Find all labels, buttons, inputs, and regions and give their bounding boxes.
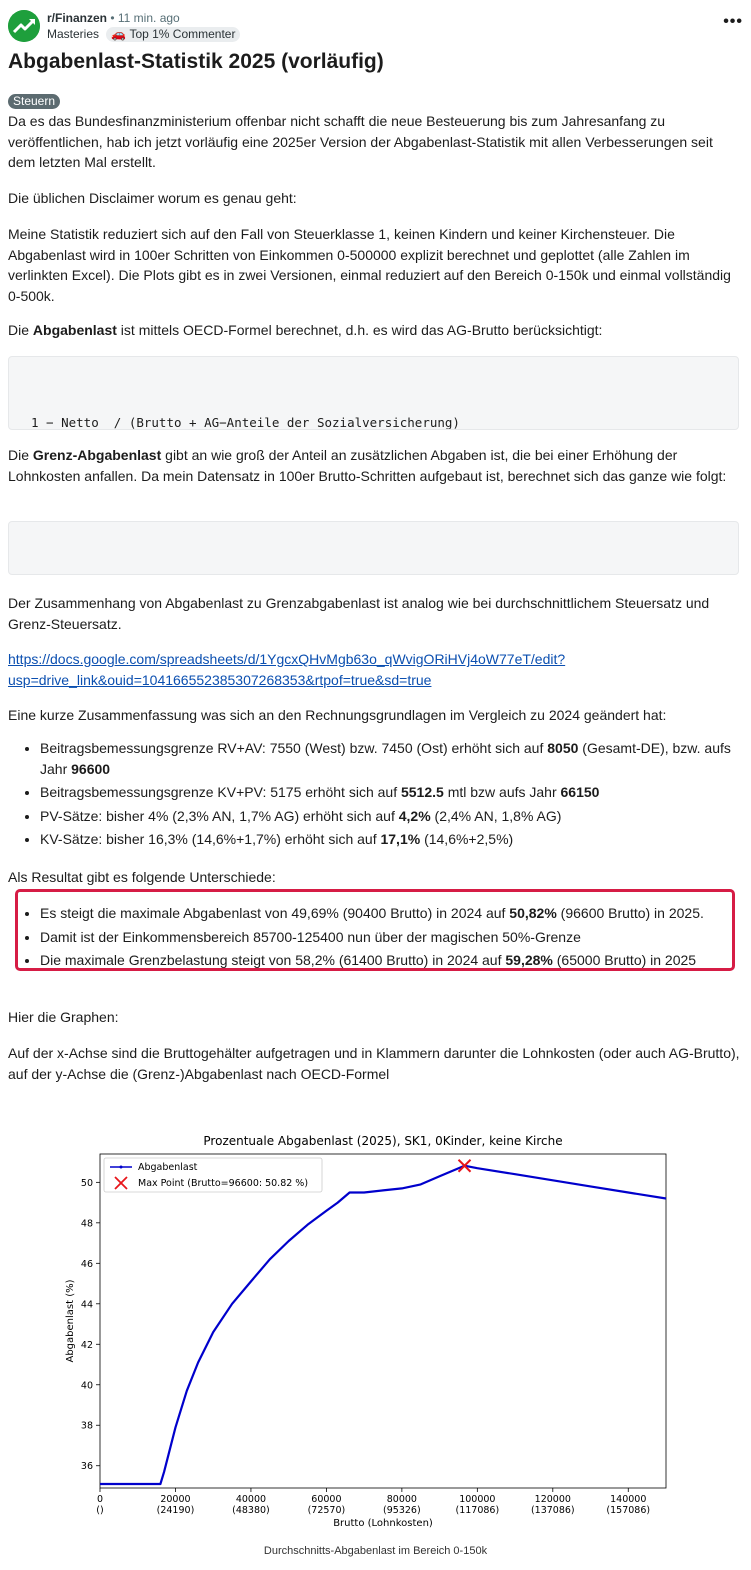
y-tick-label: 40 [80, 1380, 93, 1392]
text: mtl bzw aufs Jahr [443, 784, 561, 800]
paragraph-abgabenlast [8, 320, 743, 341]
subreddit-avatar[interactable] [8, 10, 40, 42]
text: Damit ist der Einkommensbereich 85700-125400 nun über der magischen 50%-Grenze [40, 928, 581, 945]
list-item [40, 738, 743, 779]
legend-label: Max Point (Brutto=96600: 50.82 %) [138, 1178, 309, 1189]
x-tick-sublabel: (48380) [232, 1505, 270, 1516]
x-tick-sublabel: () [96, 1505, 104, 1516]
text: Beitragsbemessungsgrenze RV+AV: 7550 (West) bzw. 7450 (Ost) erhöht sich auf [40, 740, 548, 756]
paragraph-grenz [8, 445, 743, 486]
x-tick-label: 140000 [610, 1494, 647, 1505]
y-axis-label: Abgabenlast (%) [65, 1279, 76, 1363]
text: PV-Sätze: bisher 4% (2,3% AN, 1,7% AG) erhöht sich auf [40, 807, 399, 824]
legend-dot-swatch [120, 1166, 123, 1169]
text: (Gesamt-DE), bzw. aufs Jahr [40, 740, 731, 777]
bold-term: Abgabenlast [32, 322, 117, 338]
legend-label: Abgabenlast [138, 1162, 198, 1173]
list-item [40, 782, 743, 803]
code-block-formula [8, 356, 739, 430]
chart-title: Prozentuale Abgabenlast (2025), SK1, 0Kinder, keine Kirche [203, 1134, 563, 1148]
text: (2,4% AN, 1,8% AG) [430, 807, 562, 824]
bold-value: 50,82% [509, 905, 557, 921]
y-tick-label: 48 [80, 1218, 93, 1230]
subreddit-name[interactable]: r/Finanzen [47, 11, 108, 25]
y-tick-label: 46 [80, 1258, 93, 1270]
code-block-grenz-formula[interactable] [8, 521, 739, 575]
text: Die [8, 447, 33, 463]
text: (65000 Brutto) in 2025 [552, 952, 697, 968]
y-tick-label: 42 [80, 1339, 93, 1351]
x-axis-label: Brutto (Lohnkosten) [333, 1518, 433, 1529]
x-tick-sublabel: (137086) [530, 1505, 575, 1516]
text: (96600 Brutto) in 2025. [556, 905, 704, 921]
list-item [40, 829, 743, 850]
paragraph-scope: Meine Statistik reduziert sich auf den Fall von Steuerklasse 1, keinen Kindern und keiner Kirchensteuer. Die Abgabenlast wird in 100er Schritten von Einkommen 0-500000 explizit berechnet und geplottet (alle Zahlen im verlinkten Excel). Die Plots gibt es in zwei Versionen, einmal reduziert auf den Bereich 0-150k und einmal vollständig 0-500k. [8, 226, 731, 304]
paragraph-axes: Auf der x-Achse sind die Bruttogehälter aufgetragen und in Klammern darunter die Lohnkosten (oder auch AG-Brutto), auf der y-Achse die (Grenz-)Abgabenlast nach OECD-Formel [8, 1045, 740, 1082]
y-tick-label: 50 [80, 1177, 93, 1189]
bold-term: Grenz-Abgabenlast [32, 447, 162, 463]
user-flair [106, 27, 240, 42]
paragraph-graphen: Hier die Graphen: [8, 1009, 119, 1025]
x-tick-label: 60000 [311, 1494, 342, 1505]
x-tick-sublabel: (24190) [156, 1505, 195, 1516]
bold-value: 4,2% [398, 807, 431, 824]
bold-value: 17,1% [380, 831, 421, 847]
text: Beitragsbemessungsgrenze KV+PV: 5175 erhöht sich auf [40, 784, 401, 800]
chart-caption: Durchschnitts-Abgabenlast im Bereich 0-150k [263, 1545, 488, 1557]
more-options-button[interactable]: ••• [723, 13, 743, 30]
changes-list [8, 738, 743, 853]
x-tick-sublabel: (157086) [606, 1505, 651, 1516]
text: Es steigt die maximale Abgabenlast von 49,69% (90400 Brutto) in 2024 auf [40, 905, 510, 921]
paragraph-summary: Eine kurze Zusammenfassung was sich an den Rechnungsgrundlagen im Vergleich zu 2024 geändert hat: [8, 707, 667, 723]
x-tick-sublabel: (72570) [307, 1505, 346, 1516]
x-tick-sublabel: (117086) [455, 1505, 500, 1516]
bold-value: 59,28% [505, 952, 553, 968]
paragraph-intro: Da es das Bundesfinanzministerium offenbar nicht schafft die neue Besteuerung bis zum Jahresanfang zu veröffentlichen, hab ich jetzt vorläufig eine 2025er Version der Abgabenlast-Statistik mit allen Verbesserungen seit dem letzten Mal erstellt. [8, 113, 713, 170]
car-icon: 🚗 [111, 27, 127, 41]
text: Die [8, 322, 33, 338]
text: Die maximale Grenzbelastung steigt von 58,2% (61400 Brutto) in 2024 auf [40, 952, 506, 968]
x-tick-label: 40000 [235, 1494, 267, 1505]
text: ist mittels OECD-Formel berechnet, d.h. es wird das AG-Brutto berücksichtigt: [116, 322, 603, 338]
x-tick-label: 120000 [534, 1494, 571, 1505]
y-tick-label: 38 [80, 1420, 93, 1432]
x-tick-sublabel: (95326) [383, 1505, 421, 1516]
link-line[interactable]: usp=drive_link&ouid=104166552385307268353&rtpof=true&sd=true [8, 671, 432, 688]
x-tick-label: 80000 [386, 1494, 417, 1505]
paragraph-resultat: Als Resultat gibt es folgende Unterschiede: [8, 869, 276, 885]
x-tick-label: 0 [96, 1494, 104, 1505]
y-tick-label: 44 [80, 1299, 93, 1311]
post-time: • 11 min. ago [110, 11, 180, 25]
post-header [8, 9, 743, 43]
bold-value: 8050 [547, 740, 579, 756]
bold-value: 5512.5 [400, 784, 444, 800]
post-flair[interactable]: Steuern [8, 94, 60, 109]
y-tick-label: 36 [80, 1461, 93, 1473]
trend-arrow-icon [8, 10, 40, 42]
bold-value: 66150 [560, 784, 600, 800]
author-line [47, 27, 240, 42]
list-item [40, 806, 743, 827]
line-chart [46, 1125, 686, 1545]
code-line: 1 − Netto / (Brutto + AG−Anteile der Sozialversicherung) [31, 415, 460, 430]
author-name[interactable]: Masteries [47, 27, 100, 41]
subreddit-line [47, 11, 180, 26]
highlight-box [15, 889, 735, 971]
plot-area [100, 1154, 666, 1488]
paragraph-disclaimer: Die üblichen Disclaimer worum es genau geht: [8, 190, 297, 206]
post-title: Abgabenlast-Statistik 2025 (vorläufig) [8, 50, 384, 73]
bold-value: 96600 [71, 760, 111, 777]
text: gibt an wie groß der Anteil an zusätzlichen Abgaben ist, die bei einer Erhöhung der Lohnkosten anfallen. Da mein Datensatz in 100er Brutto-Schritten aufgebaut ist, berechnet sich das ganze wie folgt: [8, 447, 727, 484]
user-flair-label: Top 1% Commenter [129, 27, 236, 41]
x-tick-label: 100000 [459, 1494, 496, 1505]
x-tick-label: 20000 [160, 1494, 191, 1505]
paragraph-zusammenhang: Der Zusammenhang von Abgabenlast zu Grenzabgabenlast ist analog wie bei durchschnittlichem Steuersatz und Grenz-Steuersatz. [8, 595, 710, 632]
text: KV-Sätze: bisher 16,3% (14,6%+1,7%) erhöht sich auf [40, 831, 381, 847]
chart-image[interactable] [46, 1125, 686, 1545]
text: (14,6%+2,5%) [420, 831, 514, 847]
link-line[interactable]: https://docs.google.com/spreadsheets/d/1YgcxQHvMgb63o_qWvigORiHVj4oW77eT/edit? [8, 651, 566, 667]
spreadsheet-link[interactable] [8, 649, 743, 690]
